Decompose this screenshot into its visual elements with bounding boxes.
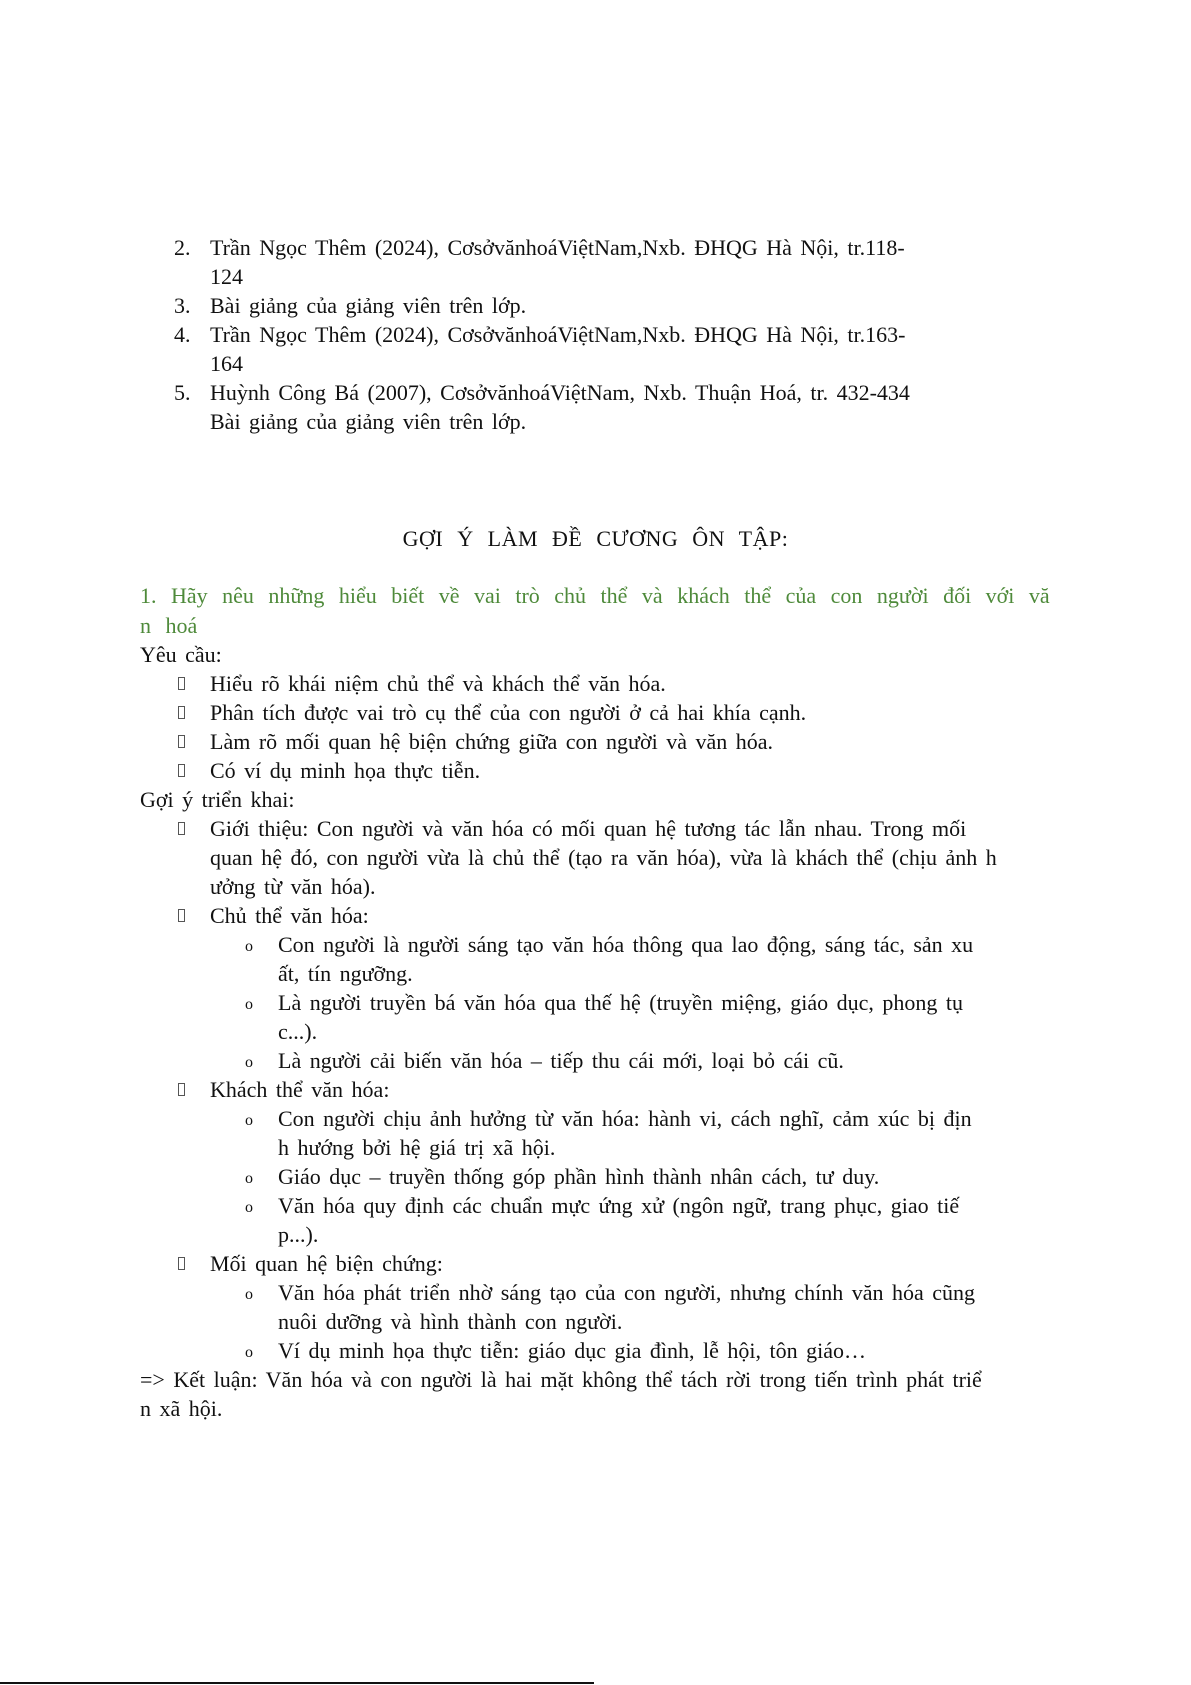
bullet-box-icon [178,909,185,922]
conclusion-line: => Kết luận: Văn hóa và con người là hai mặt không thể tách rời trong tiến trình phát triể [140,1367,982,1392]
question-heading [140,581,1191,641]
bullet-box-icon [178,706,185,719]
subject-section-title [140,901,1190,930]
reference-item [170,320,1070,378]
section-title-text: Khách thể văn hóa: [210,1077,390,1102]
object-item [140,1162,1190,1191]
item-line: Văn hóa quy định các chuẩn mực ứng xử (ngôn ngữ, trang phục, giao tiế [278,1193,960,1218]
object-item [140,1191,1190,1249]
requirement-text: Phân tích được vai trò cụ thể của con người ở cả hai khía cạnh. [210,700,807,725]
guide-heading: Gợi ý triển khai: [140,787,295,812]
subject-item [140,930,1190,988]
item-line: Là người cải biến văn hóa – tiếp thu cái mới, loại bỏ cái cũ. [278,1048,844,1073]
item-line: Con người là người sáng tạo văn hóa thông qua lao động, sáng tác, sản xu [278,932,974,957]
circle-bullet-icon: o [245,1112,253,1129]
reference-line: Trần Ngọc Thêm (2024), CơsởvănhoáViệtNam,Nxb. ĐHQG Hà Nội, tr.118- [210,235,905,260]
item-line: Giáo dục – truyền thống góp phần hình thành nhân cách, tư duy. [278,1164,880,1189]
reference-line: 124 [210,264,243,289]
subject-item [140,988,1190,1046]
reference-line: Trần Ngọc Thêm (2024), CơsởvănhoáViệtNam,Nxb. ĐHQG Hà Nội, tr.163- [210,322,906,347]
circle-bullet-icon: o [245,1170,253,1187]
requirement-text: Hiểu rõ khái niệm chủ thể và khách thể văn hóa. [210,671,666,696]
item-line: Con người chịu ảnh hưởng từ văn hóa: hành vi, cách nghĩ, cảm xúc bị địn [278,1106,972,1131]
requirement-text: Làm rõ mối quan hệ biện chứng giữa con người và văn hóa. [210,729,773,754]
object-item [140,1104,1190,1162]
circle-bullet-icon: o [245,1344,253,1361]
bullet-box-icon [178,1083,185,1096]
item-line: Ví dụ minh họa thực tiễn: giáo dục gia đình, lễ hội, tôn giáo… [278,1338,867,1363]
outline-title: GỢI Ý LÀM ĐỀ CƯƠNG ÔN TẬP: [402,526,789,551]
question-line: 1. Hãy nêu những hiểu biết về vai trò chủ thể và khách thể của con người đối với vă [140,583,1050,608]
reference-item [170,291,1070,320]
reference-number: 3. [174,293,191,318]
dialectic-item [140,1278,1190,1336]
circle-bullet-icon: o [245,1286,253,1303]
circle-bullet-icon: o [245,938,253,955]
reference-item [170,233,1070,291]
item-line: Văn hóa phát triển nhờ sáng tạo của con người, nhưng chính văn hóa cũng [278,1280,976,1305]
reference-line: 164 [210,351,243,376]
requirement-text: Có ví dụ minh họa thực tiễn. [210,758,481,783]
bullet-box-icon [178,735,185,748]
circle-bullet-icon: o [245,1199,253,1216]
requirements-heading: Yêu cầu: [140,642,222,667]
object-section-title [140,1075,1190,1104]
item-line: nuôi dưỡng và hình thành con người. [278,1309,623,1334]
item-line: ất, tín ngưỡng. [278,961,413,986]
guide-intro [140,814,1190,901]
item-line: p...). [278,1222,319,1247]
reference-list [170,233,1070,436]
subject-item [140,1046,1190,1075]
guide-intro-line: Giới thiệu: Con người và văn hóa có mối quan hệ tương tác lẫn nhau. Trong mối [210,816,967,841]
guide-intro-line: ưởng từ văn hóa). [210,874,376,899]
bullet-box-icon [178,677,185,690]
circle-bullet-icon: o [245,996,253,1013]
reference-line: Huỳnh Công Bá (2007), CơsởvănhoáViệtNam, Nxb. Thuận Hoá, tr. 432-434 [210,380,910,405]
dialectic-item [140,1336,1190,1365]
bullet-box-icon [178,1257,185,1270]
reference-item [170,378,1070,407]
reference-extra-line: Bài giảng của giảng viên trên lớp. [210,409,527,434]
section-title-text: Mối quan hệ biện chứng: [210,1251,443,1276]
bullet-box-icon [178,822,185,835]
circle-bullet-icon: o [245,1054,253,1071]
reference-line: Bài giảng của giảng viên trên lớp. [210,293,527,318]
reference-number: 5. [174,380,191,405]
item-line: h hướng bởi hệ giá trị xã hội. [278,1135,556,1160]
item-line: Là người truyền bá văn hóa qua thế hệ (truyền miệng, giáo dục, phong tụ [278,990,964,1015]
requirement-item [140,698,1190,727]
guide-intro-line: quan hệ đó, con người vừa là chủ thể (tạo ra văn hóa), vừa là khách thể (chịu ảnh h [210,845,997,870]
answer-outline [140,640,1190,1423]
requirement-item [140,669,1190,698]
dialectic-section-title [140,1249,1190,1278]
conclusion-line: n xã hội. [140,1396,223,1421]
reference-number: 2. [174,235,191,260]
item-line: c...). [278,1019,318,1044]
section-title-text: Chủ thể văn hóa: [210,903,369,928]
question-line: n hoá [140,613,198,638]
requirement-item [140,727,1190,756]
requirement-item [140,756,1190,785]
bullet-box-icon [178,764,185,777]
footer-divider [0,1682,594,1684]
reference-number: 4. [174,322,191,347]
